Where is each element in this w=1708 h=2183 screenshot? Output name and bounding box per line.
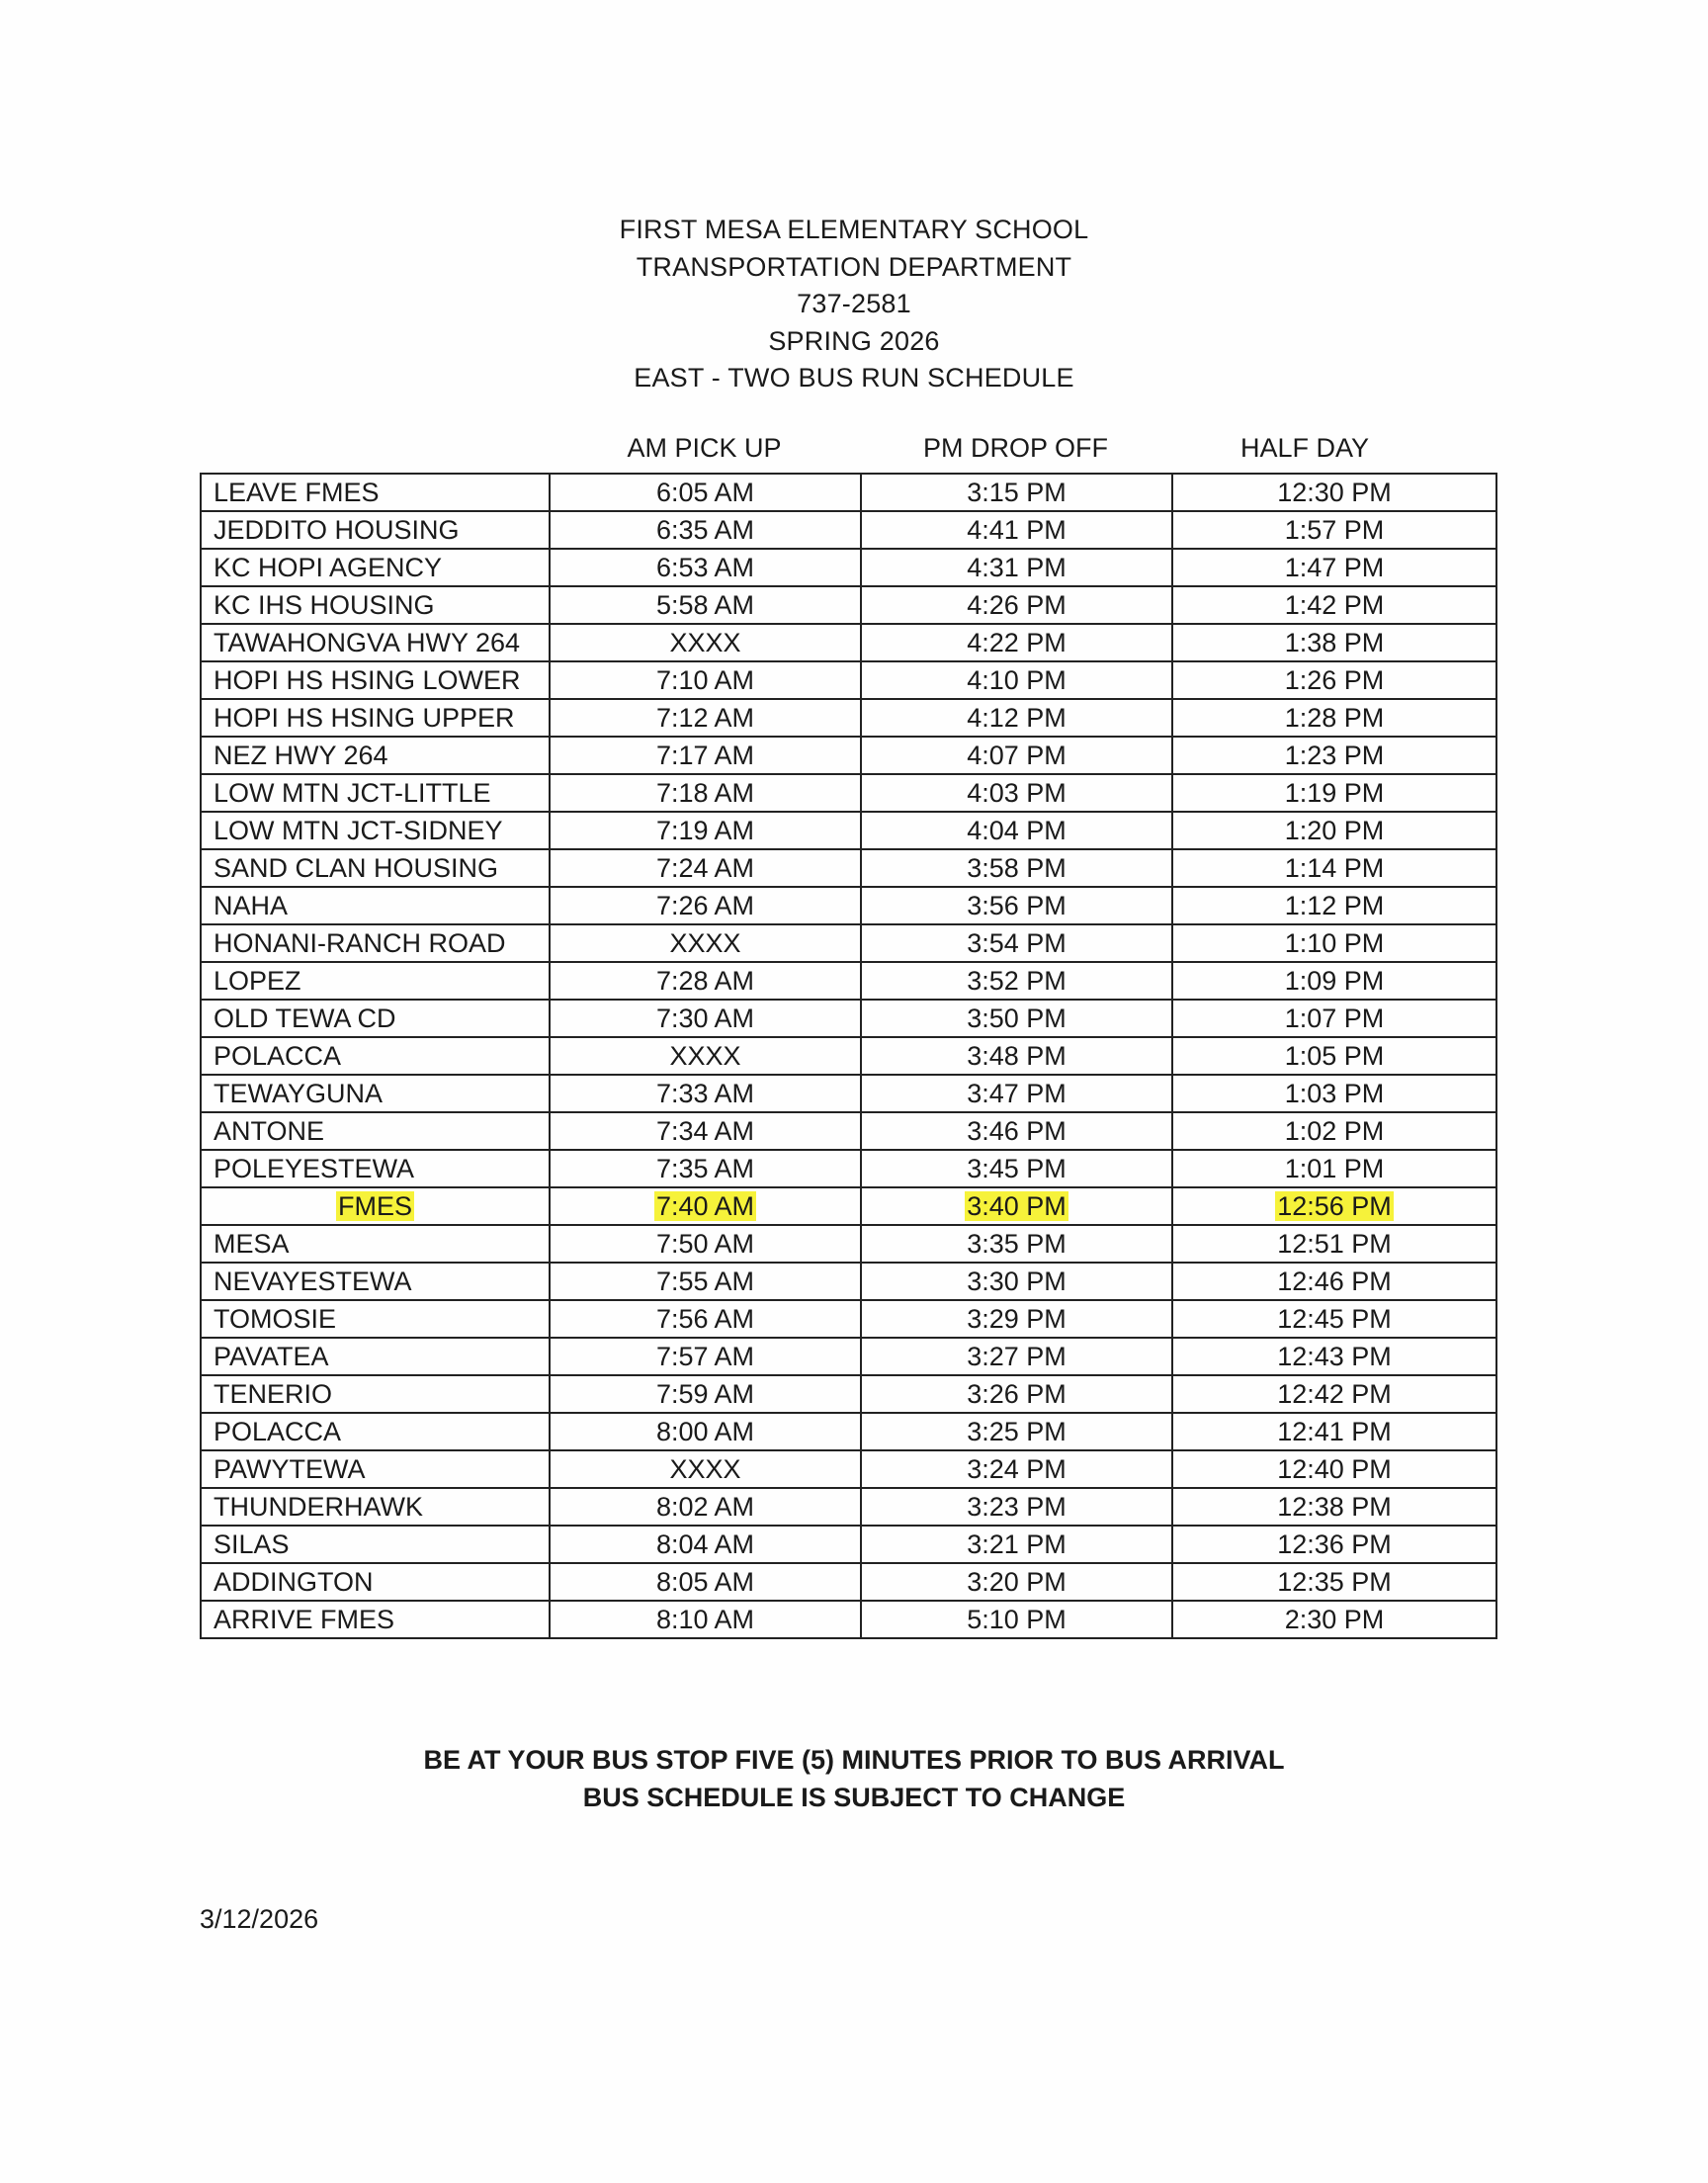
table-row (201, 1338, 1496, 1375)
stop-name-cell (201, 1187, 550, 1225)
stop-name: SAND CLAN HOUSING (214, 853, 499, 883)
half-day-time-cell (1172, 812, 1496, 849)
table-row (201, 1075, 1496, 1112)
stop-name-cell (201, 1150, 550, 1187)
half-day-time: 12:45 PM (1277, 1304, 1392, 1334)
am-pickup-time-cell (550, 737, 861, 774)
pm-dropoff-time-cell (861, 924, 1172, 962)
am-pickup-time-cell (550, 1375, 861, 1413)
am-pickup-time: XXXX (669, 928, 741, 958)
half-day-time-cell (1172, 1150, 1496, 1187)
am-pickup-time: 8:00 AM (655, 1417, 755, 1446)
am-pickup-time: XXXX (669, 1041, 741, 1071)
half-day-time-cell (1172, 549, 1496, 586)
pm-dropoff-time-cell (861, 511, 1172, 549)
pm-dropoff-time: 4:22 PM (967, 628, 1067, 657)
stop-name-cell (201, 586, 550, 624)
half-day-time: 12:43 PM (1277, 1342, 1392, 1371)
am-pickup-time-cell (550, 1075, 861, 1112)
half-day-time-cell (1172, 1037, 1496, 1075)
half-day-time: 12:36 PM (1277, 1529, 1392, 1559)
pm-dropoff-time-cell (861, 962, 1172, 1000)
table-row (201, 737, 1496, 774)
half-day-time-cell (1172, 1413, 1496, 1450)
am-pickup-time-cell (550, 586, 861, 624)
am-pickup-time: 7:50 AM (655, 1229, 755, 1259)
pm-dropoff-time-cell (861, 586, 1172, 624)
half-day-time: 1:14 PM (1284, 853, 1385, 883)
am-pickup-time-cell (550, 1488, 861, 1526)
table-row (201, 774, 1496, 812)
am-pickup-time: 7:55 AM (655, 1266, 755, 1296)
stop-name: ANTONE (214, 1116, 325, 1146)
pm-dropoff-time-cell (861, 1112, 1172, 1150)
pm-dropoff-time: 5:10 PM (967, 1605, 1067, 1634)
table-row (201, 1413, 1496, 1450)
stop-name: POLACCA (214, 1041, 342, 1071)
half-day-time: 1:38 PM (1284, 628, 1385, 657)
stop-name-cell (201, 924, 550, 962)
stop-name-cell (201, 1112, 550, 1150)
pm-dropoff-time: 3:26 PM (967, 1379, 1067, 1409)
department-name: TRANSPORTATION DEPARTMENT (636, 251, 1072, 282)
am-pickup-time: 7:59 AM (655, 1379, 755, 1409)
pm-dropoff-time-cell (861, 1488, 1172, 1526)
pm-dropoff-time-cell (861, 1000, 1172, 1037)
half-day-time: 12:35 PM (1277, 1567, 1392, 1597)
half-day-time: 12:40 PM (1277, 1454, 1392, 1484)
pm-dropoff-time-cell (861, 624, 1172, 661)
half-day-time: 12:41 PM (1277, 1417, 1392, 1446)
stop-name: LOPEZ (214, 966, 301, 996)
table-row (201, 962, 1496, 1000)
am-pickup-time-cell (550, 924, 861, 962)
table-row (201, 1601, 1496, 1638)
pm-dropoff-time: 4:41 PM (967, 515, 1067, 545)
pm-dropoff-time: 3:50 PM (967, 1004, 1067, 1033)
table-row (201, 924, 1496, 962)
stop-name: LOW MTN JCT-SIDNEY (214, 816, 503, 845)
stop-name-cell (201, 1375, 550, 1413)
pm-dropoff-time: 3:45 PM (967, 1154, 1067, 1183)
document-date: 3/12/2026 (200, 1904, 319, 1934)
stop-name: SILAS (214, 1529, 290, 1559)
half-day-time: 12:38 PM (1277, 1492, 1392, 1522)
half-day-time: 1:02 PM (1284, 1116, 1385, 1146)
half-day-time-cell (1172, 661, 1496, 699)
half-day-time: 1:07 PM (1284, 1004, 1385, 1033)
half-day-time: 12:46 PM (1277, 1266, 1392, 1296)
term: SPRING 2026 (768, 325, 940, 356)
half-day-time-cell (1172, 699, 1496, 737)
pm-dropoff-time: 4:12 PM (967, 703, 1067, 733)
table-row (201, 812, 1496, 849)
half-day-time-cell (1172, 624, 1496, 661)
am-pickup-time-cell (550, 661, 861, 699)
half-day-time-cell (1172, 586, 1496, 624)
half-day-time-cell (1172, 1075, 1496, 1112)
half-day-time: 12:42 PM (1277, 1379, 1392, 1409)
stop-name-cell (201, 1526, 550, 1563)
stop-name: POLEYESTEWA (214, 1154, 415, 1183)
pm-dropoff-time: 3:21 PM (967, 1529, 1067, 1559)
am-pickup-time-cell (550, 849, 861, 887)
half-day-time: 1:19 PM (1284, 778, 1385, 808)
am-pickup-time: 7:18 AM (655, 778, 755, 808)
am-pickup-time-cell (550, 549, 861, 586)
stop-name: ADDINGTON (214, 1567, 374, 1597)
am-pickup-time: 5:58 AM (655, 590, 755, 620)
stop-name-cell (201, 962, 550, 1000)
stop-name: TAWAHONGVA HWY 264 (214, 628, 521, 657)
pm-dropoff-time-cell (861, 661, 1172, 699)
stop-name-cell (201, 887, 550, 924)
phone-number: 737-2581 (797, 289, 911, 318)
pm-dropoff-time-cell (861, 887, 1172, 924)
pm-dropoff-time: 3:23 PM (967, 1492, 1067, 1522)
am-pickup-time-cell (550, 887, 861, 924)
half-day-time: 12:30 PM (1277, 478, 1392, 507)
half-day-time-cell (1172, 737, 1496, 774)
stop-name: PAVATEA (214, 1342, 329, 1371)
am-pickup-time: 7:56 AM (655, 1304, 755, 1334)
am-pickup-time-cell (550, 1225, 861, 1263)
pm-dropoff-time-cell (861, 1375, 1172, 1413)
table-row (201, 1263, 1496, 1300)
pm-dropoff-time-cell (861, 774, 1172, 812)
school-name: FIRST MESA ELEMENTARY SCHOOL (619, 215, 1089, 244)
am-pickup-time-cell (550, 511, 861, 549)
am-pickup-time-cell (550, 1563, 861, 1601)
stop-name: NEZ HWY 264 (214, 741, 388, 770)
half-day-time-cell (1172, 1263, 1496, 1300)
half-day-time: 12:56 PM (1277, 1191, 1392, 1221)
pm-dropoff-time: 3:48 PM (967, 1041, 1067, 1071)
am-pickup-time: 7:30 AM (655, 1004, 755, 1033)
table-row (201, 1300, 1496, 1338)
am-pickup-time-cell (550, 474, 861, 511)
stop-name-cell (201, 1000, 550, 1037)
half-day-time: 1:09 PM (1284, 966, 1385, 996)
table-row (201, 624, 1496, 661)
am-pickup-time-cell (550, 1300, 861, 1338)
table-row (201, 511, 1496, 549)
am-pickup-time-cell (550, 1450, 861, 1488)
stop-name: HOPI HS HSING LOWER (214, 665, 521, 695)
pm-dropoff-time-cell (861, 737, 1172, 774)
pm-dropoff-time: 3:56 PM (967, 891, 1067, 920)
stop-name-cell (201, 1075, 550, 1112)
half-day-time-cell (1172, 924, 1496, 962)
half-day-time: 1:10 PM (1284, 928, 1385, 958)
am-pickup-time-cell (550, 774, 861, 812)
pm-dropoff-time: 3:25 PM (967, 1417, 1067, 1446)
half-day-time-cell (1172, 1375, 1496, 1413)
half-day-time-cell (1172, 1187, 1496, 1225)
am-pickup-time: 7:34 AM (655, 1116, 755, 1146)
pm-dropoff-time-cell (861, 549, 1172, 586)
stop-name: KC HOPI AGENCY (214, 553, 443, 582)
half-day-time-cell (1172, 887, 1496, 924)
stop-name-cell (201, 624, 550, 661)
am-pickup-time: 7:57 AM (655, 1342, 755, 1371)
pm-dropoff-time-cell (861, 1187, 1172, 1225)
am-pickup-time: 8:05 AM (655, 1567, 755, 1597)
half-day-time: 1:28 PM (1284, 703, 1385, 733)
stop-name-cell (201, 661, 550, 699)
pm-dropoff-time-cell (861, 474, 1172, 511)
am-pickup-time: 7:35 AM (655, 1154, 755, 1183)
half-day-time: 1:42 PM (1284, 590, 1385, 620)
stop-name-cell (201, 737, 550, 774)
am-pickup-time-cell (550, 624, 861, 661)
half-day-time-cell (1172, 1000, 1496, 1037)
stop-name: KC IHS HOUSING (214, 590, 435, 620)
column-headers (0, 433, 1708, 473)
pm-dropoff-time: 3:54 PM (967, 928, 1067, 958)
pm-dropoff-time-cell (861, 1300, 1172, 1338)
stop-name: THUNDERHAWK (214, 1492, 423, 1522)
table-row (201, 1000, 1496, 1037)
am-pickup-time: XXXX (669, 628, 741, 657)
half-day-time-cell (1172, 1225, 1496, 1263)
am-pickup-time: 7:12 AM (655, 703, 755, 733)
half-day-time: 12:51 PM (1277, 1229, 1392, 1259)
pm-dropoff-time-cell (861, 1450, 1172, 1488)
column-header-half-day: HALF DAY (1239, 433, 1370, 463)
am-pickup-time: 7:26 AM (655, 891, 755, 920)
stop-name: ARRIVE FMES (214, 1605, 395, 1634)
half-day-time: 1:26 PM (1284, 665, 1385, 695)
am-pickup-time: 8:04 AM (655, 1529, 755, 1559)
am-pickup-time-cell (550, 1037, 861, 1075)
am-pickup-time-cell (550, 1150, 861, 1187)
table-row (201, 1526, 1496, 1563)
half-day-time-cell (1172, 1112, 1496, 1150)
pm-dropoff-time: 3:35 PM (967, 1229, 1067, 1259)
stop-name-cell (201, 774, 550, 812)
half-day-time-cell (1172, 1300, 1496, 1338)
table-row (201, 849, 1496, 887)
pm-dropoff-time: 4:26 PM (967, 590, 1067, 620)
stop-name-cell (201, 1225, 550, 1263)
am-pickup-time-cell (550, 1601, 861, 1638)
table-row (201, 661, 1496, 699)
am-pickup-time: 7:28 AM (655, 966, 755, 996)
stop-name: FMES (337, 1191, 412, 1221)
am-pickup-time: 7:10 AM (655, 665, 755, 695)
half-day-time-cell (1172, 962, 1496, 1000)
pm-dropoff-time-cell (861, 699, 1172, 737)
stop-name-cell (201, 849, 550, 887)
am-pickup-time: 7:19 AM (655, 816, 755, 845)
table-row-highlighted (201, 1187, 1496, 1225)
table-row (201, 1375, 1496, 1413)
stop-name: MESA (214, 1229, 290, 1259)
pm-dropoff-time: 4:07 PM (967, 741, 1067, 770)
half-day-time-cell (1172, 511, 1496, 549)
am-pickup-time: 7:24 AM (655, 853, 755, 883)
pm-dropoff-time-cell (861, 1075, 1172, 1112)
stop-name-cell (201, 699, 550, 737)
pm-dropoff-time: 3:27 PM (967, 1342, 1067, 1371)
am-pickup-time-cell (550, 1526, 861, 1563)
table-row (201, 699, 1496, 737)
half-day-time-cell (1172, 1488, 1496, 1526)
am-pickup-time-cell (550, 1112, 861, 1150)
half-day-time-cell (1172, 1563, 1496, 1601)
am-pickup-time-cell (550, 1263, 861, 1300)
stop-name: LOW MTN JCT-LITTLE (214, 778, 491, 808)
pm-dropoff-time-cell (861, 1526, 1172, 1563)
half-day-time-cell (1172, 474, 1496, 511)
am-pickup-time: 7:17 AM (655, 741, 755, 770)
pm-dropoff-time: 3:47 PM (967, 1079, 1067, 1108)
pm-dropoff-time-cell (861, 1263, 1172, 1300)
am-pickup-time-cell (550, 699, 861, 737)
half-day-time-cell (1172, 1450, 1496, 1488)
am-pickup-time-cell (550, 1413, 861, 1450)
pm-dropoff-time-cell (861, 1413, 1172, 1450)
table-row (201, 1450, 1496, 1488)
half-day-time-cell (1172, 1601, 1496, 1638)
stop-name: OLD TEWA CD (214, 1004, 396, 1033)
half-day-time: 1:23 PM (1284, 741, 1385, 770)
stop-name: NAHA (214, 891, 289, 920)
stop-name-cell (201, 1300, 550, 1338)
table-row (201, 586, 1496, 624)
half-day-time-cell (1172, 849, 1496, 887)
pm-dropoff-time: 3:30 PM (967, 1266, 1067, 1296)
am-pickup-time: 8:02 AM (655, 1492, 755, 1522)
half-day-time: 1:20 PM (1284, 816, 1385, 845)
stop-name: TEWAYGUNA (214, 1079, 384, 1108)
table-row (201, 1563, 1496, 1601)
pm-dropoff-time: 3:40 PM (967, 1191, 1067, 1221)
pm-dropoff-time-cell (861, 1601, 1172, 1638)
am-pickup-time: 6:05 AM (655, 478, 755, 507)
table-row (201, 1225, 1496, 1263)
stop-name: TENERIO (214, 1379, 333, 1409)
table-row (201, 1150, 1496, 1187)
half-day-time-cell (1172, 774, 1496, 812)
pm-dropoff-time: 3:52 PM (967, 966, 1067, 996)
half-day-time: 1:05 PM (1284, 1041, 1385, 1071)
stop-name-cell (201, 1037, 550, 1075)
stop-name-cell (201, 1338, 550, 1375)
am-pickup-time-cell (550, 962, 861, 1000)
stop-name: NEVAYESTEWA (214, 1266, 412, 1296)
stop-name: TOMOSIE (214, 1304, 337, 1334)
bus-schedule-table (200, 473, 1497, 1639)
stop-name-cell (201, 1413, 550, 1450)
pm-dropoff-time: 4:31 PM (967, 553, 1067, 582)
pm-dropoff-time-cell (861, 1338, 1172, 1375)
am-pickup-time-cell (550, 1338, 861, 1375)
pm-dropoff-time-cell (861, 1225, 1172, 1263)
column-header-am-pickup: AM PICK UP (627, 433, 782, 463)
pm-dropoff-time: 3:24 PM (967, 1454, 1067, 1484)
stop-name-cell (201, 549, 550, 586)
table-row (201, 549, 1496, 586)
document-header (0, 212, 1708, 397)
stop-name: LEAVE FMES (214, 478, 380, 507)
am-pickup-time: 8:10 AM (655, 1605, 755, 1634)
pm-dropoff-time: 4:03 PM (967, 778, 1067, 808)
pm-dropoff-time-cell (861, 1150, 1172, 1187)
stop-name-cell (201, 1601, 550, 1638)
notice (0, 1742, 1708, 1816)
pm-dropoff-time-cell (861, 1563, 1172, 1601)
half-day-time: 2:30 PM (1284, 1605, 1385, 1634)
pm-dropoff-time: 3:29 PM (967, 1304, 1067, 1334)
table-row (201, 887, 1496, 924)
am-pickup-time: 6:53 AM (655, 553, 755, 582)
half-day-time: 1:57 PM (1284, 515, 1385, 545)
table-row (201, 1037, 1496, 1075)
stop-name-cell (201, 1263, 550, 1300)
pm-dropoff-time-cell (861, 812, 1172, 849)
schedule-body (201, 474, 1496, 1638)
stop-name-cell (201, 511, 550, 549)
pm-dropoff-time: 4:04 PM (967, 816, 1067, 845)
am-pickup-time: 7:33 AM (655, 1079, 755, 1108)
am-pickup-time: 7:40 AM (655, 1191, 755, 1221)
am-pickup-time: 6:35 AM (655, 515, 755, 545)
table-row (201, 474, 1496, 511)
pm-dropoff-time: 3:15 PM (967, 478, 1067, 507)
stop-name: POLACCA (214, 1417, 342, 1446)
pm-dropoff-time-cell (861, 1037, 1172, 1075)
half-day-time-cell (1172, 1526, 1496, 1563)
stop-name-cell (201, 812, 550, 849)
table-row (201, 1488, 1496, 1526)
column-header-pm-dropoff: PM DROP OFF (922, 433, 1108, 463)
stop-name-cell (201, 1488, 550, 1526)
pm-dropoff-time: 4:10 PM (967, 665, 1067, 695)
am-pickup-time-cell (550, 812, 861, 849)
pm-dropoff-time: 3:58 PM (967, 853, 1067, 883)
am-pickup-time: XXXX (669, 1454, 741, 1484)
stop-name: HOPI HS HSING UPPER (214, 703, 515, 733)
pm-dropoff-time: 3:46 PM (967, 1116, 1067, 1146)
table-row (201, 1112, 1496, 1150)
stop-name: JEDDITO HOUSING (214, 515, 460, 545)
half-day-time: 1:01 PM (1284, 1154, 1385, 1183)
pm-dropoff-time: 3:20 PM (967, 1567, 1067, 1597)
notice-change: BUS SCHEDULE IS SUBJECT TO CHANGE (582, 1782, 1126, 1812)
notice-arrival: BE AT YOUR BUS STOP FIVE (5) MINUTES PRIOR TO BUS ARRIVAL (423, 1745, 1285, 1775)
stop-name-cell (201, 474, 550, 511)
am-pickup-time-cell (550, 1000, 861, 1037)
am-pickup-time-cell (550, 1187, 861, 1225)
stop-name: PAWYTEWA (214, 1454, 366, 1484)
half-day-time: 1:47 PM (1284, 553, 1385, 582)
half-day-time: 1:12 PM (1284, 891, 1385, 920)
stop-name-cell (201, 1563, 550, 1601)
pm-dropoff-time-cell (861, 849, 1172, 887)
half-day-time: 1:03 PM (1284, 1079, 1385, 1108)
stop-name: HONANI-RANCH ROAD (214, 928, 506, 958)
stop-name-cell (201, 1450, 550, 1488)
schedule-title: EAST - TWO BUS RUN SCHEDULE (634, 363, 1074, 393)
half-day-time-cell (1172, 1338, 1496, 1375)
